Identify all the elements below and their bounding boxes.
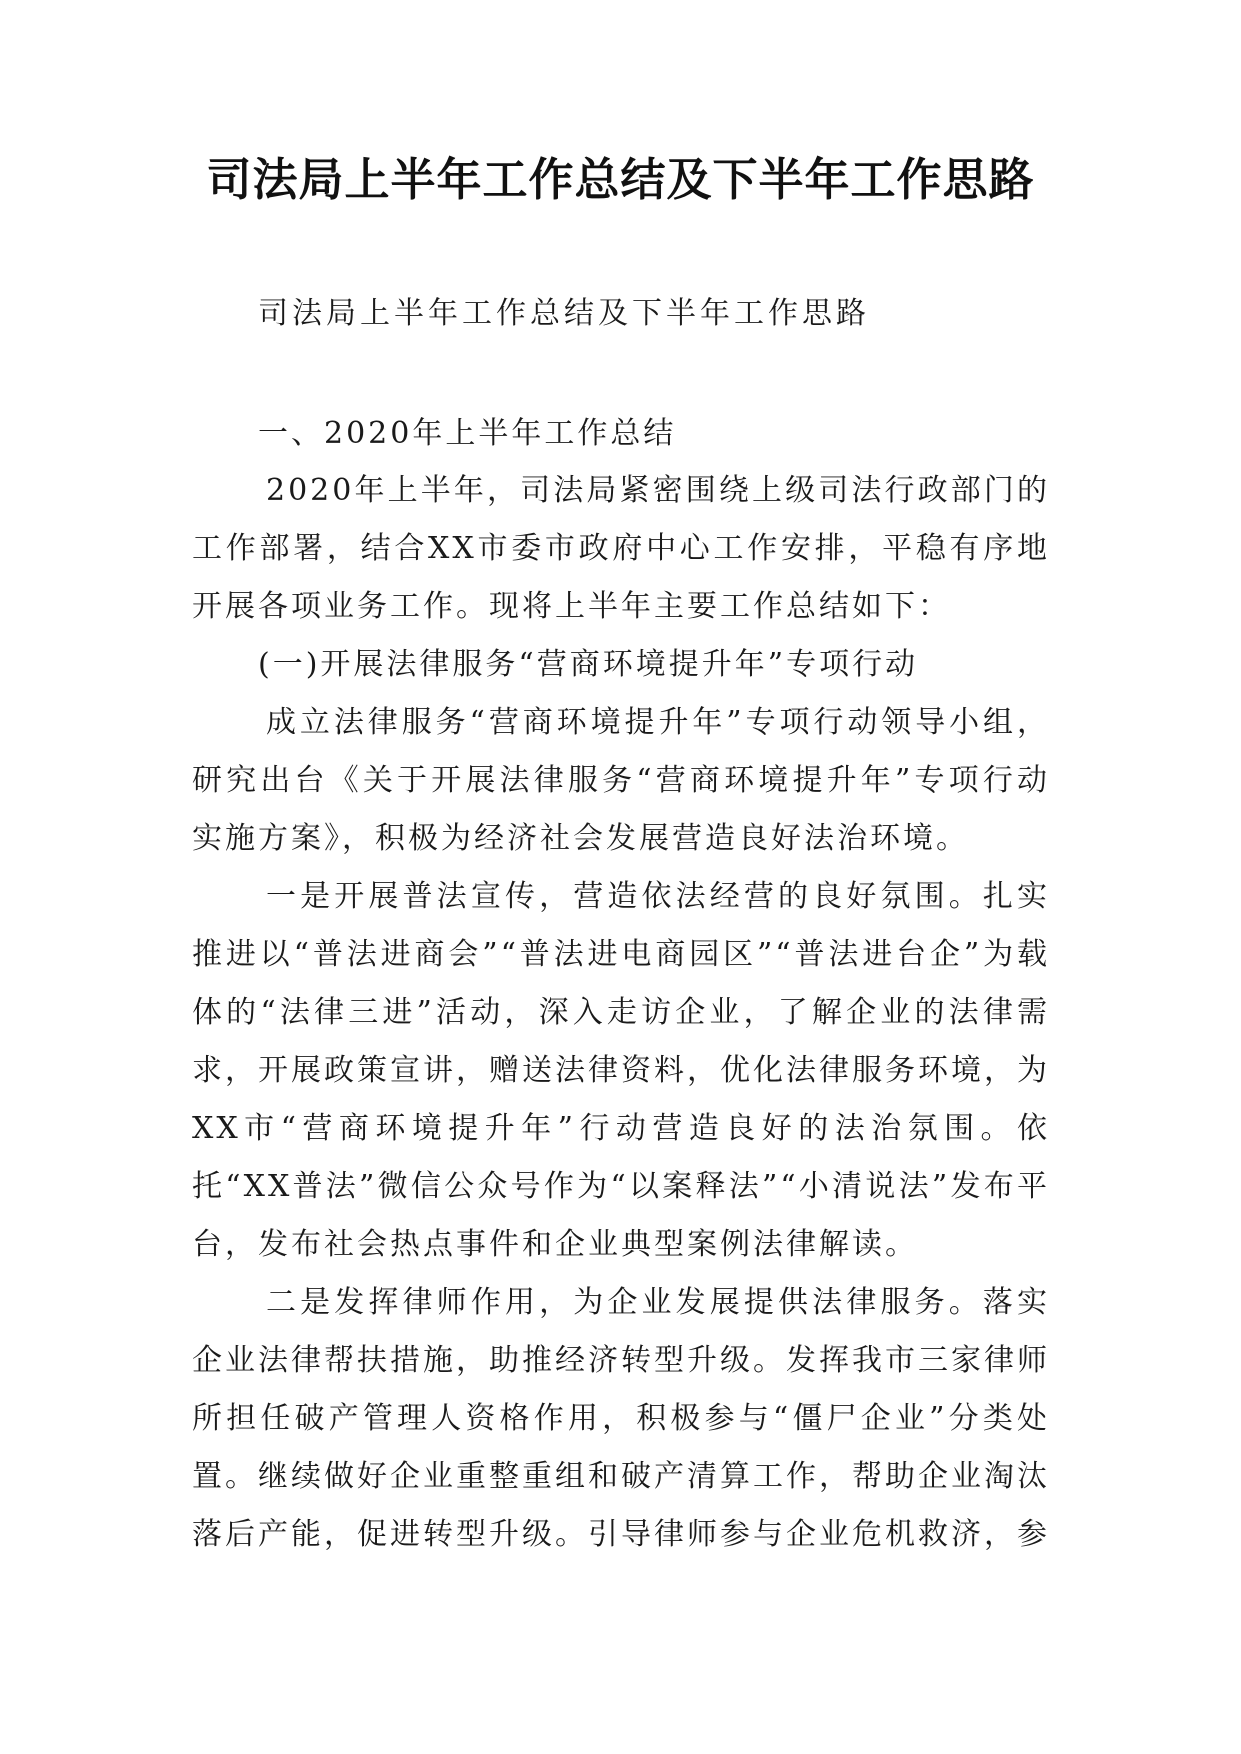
paragraph-leadership-group: 成立法律服务“营商环境提升年”专项行动领导小组，研究出台《关于开展法律服务“营商环境提升年”专项行动实施方案》，积极为经济社会发展营造良好法治环境。 <box>192 705 1050 856</box>
document-subtitle: 司法局上半年工作总结及下半年工作思路 <box>258 296 870 331</box>
paragraph-intro: 2020年上半年，司法局紧密围绕上级司法行政部门的工作部署，结合XX市委市政府中心工作安排，平稳有序地开展各项业务工作。现将上半年主要工作总结如下： <box>192 473 1050 624</box>
section-heading: 一、2020年上半年工作总结 <box>258 416 677 451</box>
document-body <box>192 462 1050 1564</box>
paragraph-legal-publicity: 一是开展普法宣传，营造依法经营的良好氛围。扎实推进以“普法进商会”“普法进电商园区”“普法进台企”为载体的“法律三进”活动，深入走访企业，了解企业的法律需求，开展政策宣讲，赠送法律资料，优化法律服务环境，为XX市“营商环境提升年”行动营造良好的法治氛围。依托“XX普法”微信公众号作为“以案释法”“小清说法”发布平台，发布社会热点事件和企业典型案例法律解读。 <box>192 879 1050 1262</box>
document-title: 司法局上半年工作总结及下半年工作思路 <box>206 153 1035 206</box>
subsection-heading: (一)开展法律服务“营商环境提升年”专项行动 <box>258 647 919 682</box>
paragraph-lawyer-role: 二是发挥律师作用，为企业发展提供法律服务。落实企业法律帮扶措施，助推经济转型升级。发挥我市三家律师所担任破产管理人资格作用，积极参与“僵尸企业”分类处置。继续做好企业重整重组和破产清算工作，帮助企业淘汰落后产能，促进转型升级。引导律师参与企业危机救济，参 <box>192 1285 1050 1552</box>
